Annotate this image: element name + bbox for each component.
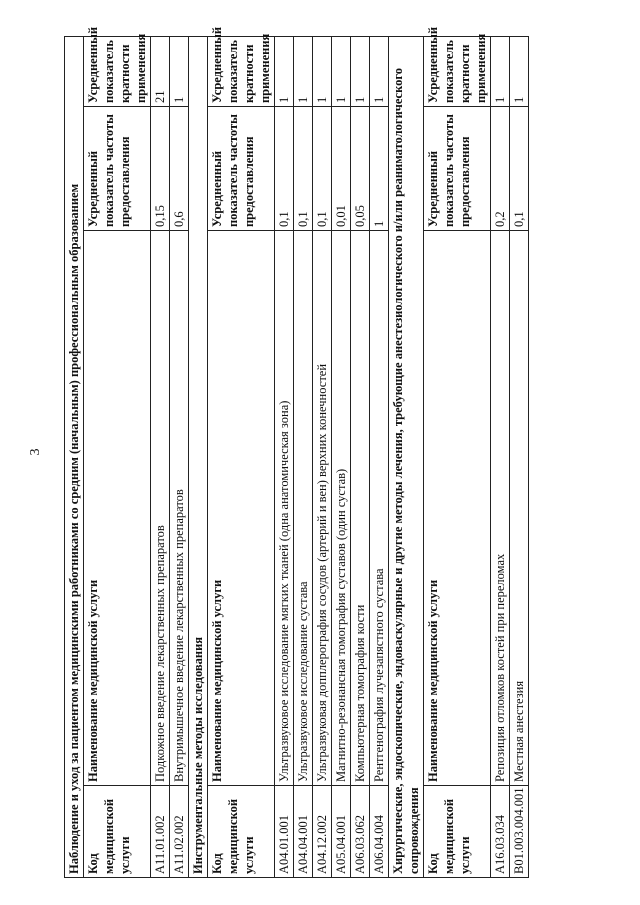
section-title: Инструментальные методы исследования <box>189 37 208 878</box>
frequency-value: 0,01 <box>332 107 351 231</box>
frequency-value: 0,1 <box>313 107 332 231</box>
header-row <box>208 37 275 878</box>
service-code: A11.01.002 <box>151 786 170 878</box>
frequency-value: 0,05 <box>351 107 370 231</box>
header-code: Код медицинской услуги <box>424 786 491 878</box>
table-row <box>151 37 170 878</box>
rotated-page-content <box>64 26 584 878</box>
service-name: Магнитно-резонансная томография суставов (один сустав) <box>332 231 351 786</box>
service-name: Ультразвуковое исследование сустава <box>294 231 313 786</box>
header-frequency: Усредненный показатель частоты предоставления <box>424 107 491 231</box>
section-title-row <box>189 37 208 878</box>
service-code: B01.003.004.001 <box>510 786 529 878</box>
service-code: A06.03.062 <box>351 786 370 878</box>
table-row <box>313 37 332 878</box>
frequency-value: 0,6 <box>170 107 189 231</box>
service-code: A11.02.002 <box>170 786 189 878</box>
header-code: Код медицинской услуги <box>84 786 151 878</box>
header-multiplicity: Усредненный показатель кратности применения <box>84 37 151 107</box>
service-code: A04.04.001 <box>294 786 313 878</box>
service-code: A16.03.034 <box>491 786 510 878</box>
service-name: Компьютерная томография кости <box>351 231 370 786</box>
header-frequency: Усредненный показатель частоты предоставления <box>84 107 151 231</box>
header-multiplicity: Усредненный показатель кратности применения <box>208 37 275 107</box>
page-number: 3 <box>28 448 43 456</box>
table-row <box>294 37 313 878</box>
multiplicity-value: 21 <box>151 37 170 107</box>
service-name: Репозиция отломков костей при переломах <box>491 231 510 786</box>
multiplicity-value: 1 <box>313 37 332 107</box>
table-row <box>332 37 351 878</box>
frequency-value: 0,2 <box>491 107 510 231</box>
service-code: A05.04.001 <box>332 786 351 878</box>
table-row <box>491 37 510 878</box>
header-row <box>84 37 151 878</box>
frequency-value: 1 <box>370 107 389 231</box>
frequency-value: 0,1 <box>275 107 294 231</box>
service-name: Ультразвуковое исследование мягких тканей (одна анатомическая зона) <box>275 231 294 786</box>
table-row <box>170 37 189 878</box>
service-name: Внутримышечное введение лекарственных препаратов <box>170 231 189 786</box>
multiplicity-value: 1 <box>170 37 189 107</box>
service-name: Местная анестезия <box>510 231 529 786</box>
service-name: Ультразвуковая допплерография сосудов (артерий и вен) верхних конечностей <box>313 231 332 786</box>
multiplicity-value: 1 <box>491 37 510 107</box>
frequency-value: 0,1 <box>294 107 313 231</box>
table-row <box>510 37 529 878</box>
multiplicity-value: 1 <box>294 37 313 107</box>
section-title: Наблюдение и уход за пациентом медицинскими работниками со средним (начальным) профессиональным образованием <box>65 37 84 878</box>
header-multiplicity: Усредненный показатель кратности применения <box>424 37 491 107</box>
header-frequency: Усредненный показатель частоты предоставления <box>208 107 275 231</box>
service-code: A06.04.004 <box>370 786 389 878</box>
header-row <box>424 37 491 878</box>
section-title-row <box>389 37 424 878</box>
section-title-row <box>65 37 84 878</box>
header-name: Наименование медицинской услуги <box>84 231 151 786</box>
service-code: A04.01.001 <box>275 786 294 878</box>
header-name: Наименование медицинской услуги <box>208 231 275 786</box>
frequency-value: 0,15 <box>151 107 170 231</box>
medical-services-table <box>64 26 529 878</box>
header-code: Код медицинской услуги <box>208 786 275 878</box>
service-name: Подкожное введение лекарственных препаратов <box>151 231 170 786</box>
frequency-value: 0,1 <box>510 107 529 231</box>
section-title: Хирургические, эндоскопические, эндоваскулярные и другие методы лечения, требующие анестезиологического и/или реаниматологического сопровождения <box>389 37 424 878</box>
multiplicity-value: 1 <box>351 37 370 107</box>
service-code: A04.12.002 <box>313 786 332 878</box>
table-row <box>351 37 370 878</box>
multiplicity-value: 1 <box>275 37 294 107</box>
table-row <box>275 37 294 878</box>
multiplicity-value: 1 <box>332 37 351 107</box>
multiplicity-value: 1 <box>370 37 389 107</box>
service-name: Рентгенография лучезапястного сустава <box>370 231 389 786</box>
multiplicity-value: 1 <box>510 37 529 107</box>
table-row <box>370 37 389 878</box>
header-name: Наименование медицинской услуги <box>424 231 491 786</box>
